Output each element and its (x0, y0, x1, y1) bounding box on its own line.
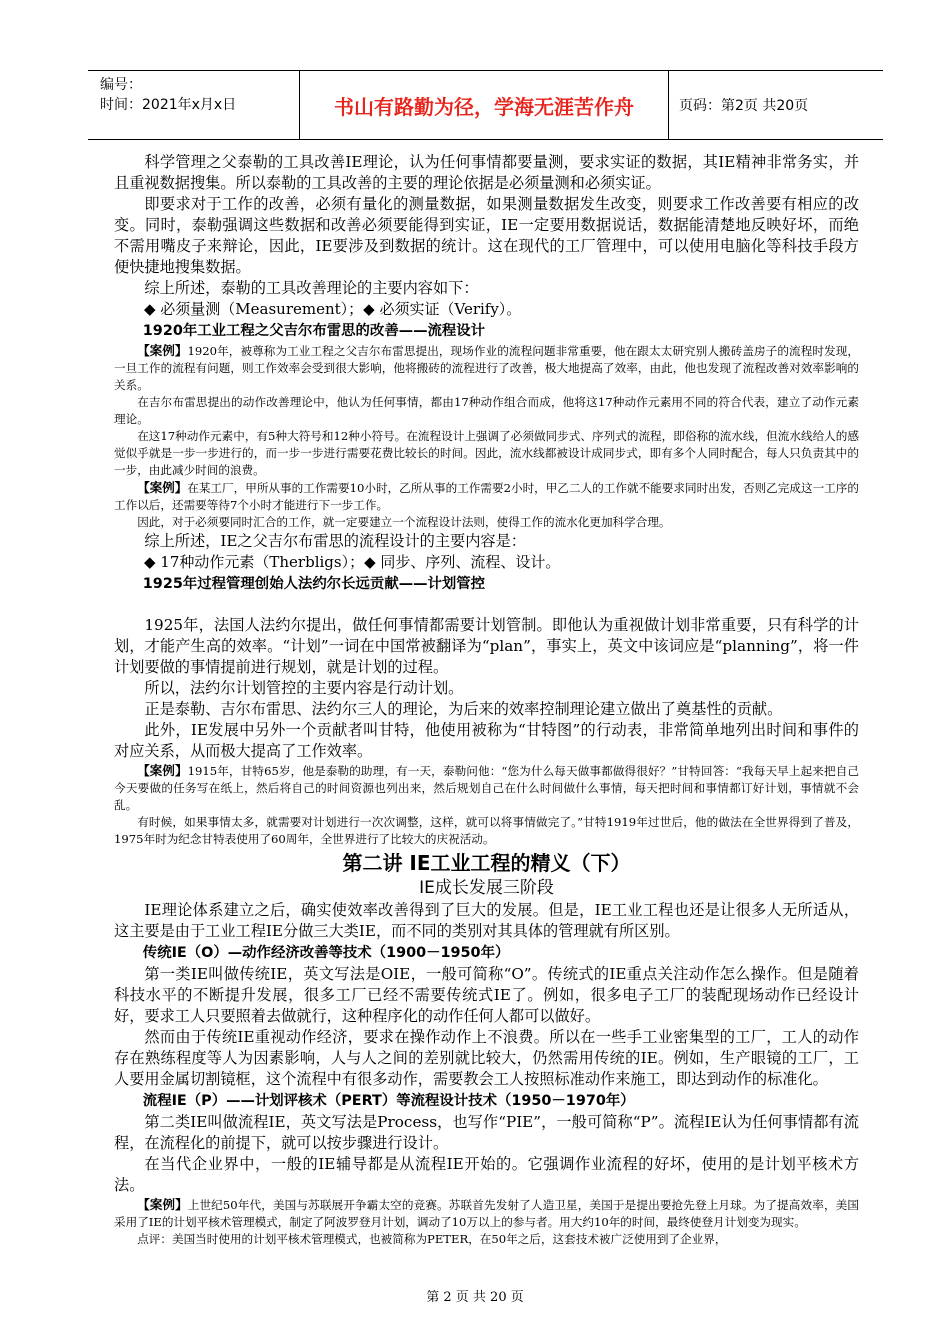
section-heading: 1925年过程管理创始人法约尔长远贡献——计划管控 (142, 576, 486, 592)
paragraph: 在当代企业界中，一般的IE辅导都是从流程IE开始的。它强调作业流程的好坏，使用的是计划平核术方法。 (114, 1155, 859, 1194)
document-time: 时间：2021年x月x日 (100, 97, 237, 113)
section-heading: 1920年工业工程之父吉尔布雷思的改善——流程设计 (142, 323, 486, 339)
case-tag: 【案例】 (137, 1197, 188, 1212)
paragraph: 然而由于传统IE重视动作经济，要求在操作动作上不浪费。所以在一些手工业密集型的工厂，工人的动作存在熟练程度等人为因素影响，人与人之间的差别就比较大，仍然需用传统的IE。例如，生产眼镜的工厂，工人要用金属切割镜框，这个流程中有很多动作，需要教会工人按照标准动作来施工，即达到动作的标准化。 (114, 1028, 859, 1088)
paragraph: 此外，IE发展中另外一个贡献者叫甘特，他使用被称为“甘特图”的行动表，非常简单地列出时间和事件的对应关系，从而极大提高了工作效率。 (114, 721, 859, 760)
case-text: 1915年，甘特65岁，他是泰勒的助理，有一天，泰勒问他：“您为什么每天做事都做得很好？”甘特回答：“我每天早上起来把自己今天要做的任务写在纸上，然后将自己的时间资源也列出来，然后规划自己在什么时间做什么事情，每天把时间和事情都订好计划，事情就不会乱。 (114, 764, 859, 812)
case-paragraph (114, 1196, 859, 1231)
paragraph: 所以，法约尔计划管控的主要内容是行动计划。 (144, 679, 464, 697)
paragraph: 综上所述，IE之父吉尔布雷思的流程设计的主要内容是： (144, 532, 526, 550)
case-text: 上世纪50年代，美国与苏联展开争霸太空的竞赛。苏联首先发射了人造卫星，美国于是提出要抢先登上月球。为了提高效率，美国采用了IE的计划平核术管理模式，制定了阿波罗登月计划，调动了10万以上的参与者。用大约10年的时间，最终使登月计划变为现实。 (114, 1198, 859, 1229)
document-body (114, 152, 859, 1248)
paragraph: 即要求对于工作的改善，必须有量化的测量数据，如果测量数据发生改变，则要求工作改善要有相应的改变。同时，泰勒强调这些数据和改善必须要能得到实证，IE一定要用数据说话，数据能清楚地反映好坏，而绝不需用嘴皮子来辩论，因此，IE要涉及到数据的统计。这在现代的工厂管理中，可以使用电脑化等科技手段方便快捷地搜集数据。 (114, 195, 859, 276)
paragraph: 综上所述，泰勒的工具改善理论的主要内容如下： (144, 279, 479, 297)
case-paragraph (114, 479, 859, 514)
case-paragraph: 有时候，如果事情太多，就需要对计划进行一次次调整，这样，就可以将事情做完了。”甘特1919年过世后，他的做法在全世界得到了普及，1975年时为纪念甘特表使用了60周年，全世界进行了比较大的庆祝活动。 (114, 815, 859, 846)
case-paragraph (114, 762, 859, 814)
case-tag: 【案例】 (137, 343, 188, 358)
bullet-line: ◆ 必须量测（Measurement）；◆ 必须实证（Verify）。 (144, 300, 522, 318)
case-paragraph: 在这17种动作元素中，有5种大符号和12种小符号。在流程设计上强调了必须做同步式、序列式的流程，即俗称的流水线，但流水线给人的感觉似乎就是一步一步进行的，而一步一步进行需要花费比较长的时间。因此，流水线都被设计成同步式，即有多个人同时配合，每人只负责其中的一步，由此减少时间的浪费。 (114, 429, 859, 477)
case-paragraph: 因此，对于必须要同时汇合的工作，就一定要建立一个流程设计法则，使得工作的流水化更加科学合理。 (137, 515, 671, 529)
paragraph: IE理论体系建立之后，确实使效率改善得到了巨大的发展。但是，IE工业工程也还是让很多人无所适从，这主要是由于工业工程IE分做三大类IE，而不同的类别对其具体的管理就有所区别。 (114, 901, 859, 940)
header-meta (88, 71, 300, 139)
case-paragraph: 在吉尔布雷思提出的动作改善理论中，他认为任何事情，都由17种动作组合而成，他将这17种动作元素用不同的符合代表，建立了动作元素理论。 (114, 395, 859, 426)
case-tag: 【案例】 (137, 763, 188, 778)
page-footer: 第 2 页 共 20 页 (426, 1290, 524, 1305)
case-paragraph: 点评：美国当时使用的计划平核术管理模式，也被简称为PETER，在50年之后，这套技术被广泛使用到了企业界， (137, 1232, 727, 1246)
page-header (88, 70, 883, 140)
paragraph: 1925年，法国人法约尔提出，做任何事情都需要计划管制。即他认为重视做计划非常重要，只有科学的计划，才能产生高的效率。“计划”一词在中国常被翻译为“plan”，事实上，英文中该词应是“planning”，将一件计划要做的事情提前进行规划，就是计划的过程。 (114, 616, 859, 676)
paragraph: 第一类IE叫做传统IE，英文写法是OIE，一般可简称“O”。传统式的IE重点关注动作怎么操作。但是随着科技水平的不断提升发展，很多工厂已经不需要传统式IE了。例如，很多电子工厂的装配现场动作已经设计好，要求工人只要照着去做就行，这种程序化的动作任何人都可以做好。 (114, 965, 859, 1025)
section-heading: 传统IE（O）—动作经济改善等技术（1900－1950年） (142, 945, 510, 961)
case-paragraph (114, 342, 859, 394)
case-text: 在某工厂，甲所从事的工作需要10小时，乙所从事的工作需要2小时，甲乙二人的工作就不能要求同时出发，否则乙完成这一工序的工作以后，还需要等待7个小时才能进行下一步工作。 (114, 481, 859, 512)
case-tag: 【案例】 (137, 480, 188, 495)
header-motto: 书山有路勤为径，学海无涯苦作舟 (300, 71, 669, 139)
header-page-number: 页码：第2页 共20页 (679, 98, 809, 114)
spacer (114, 595, 859, 615)
document-number: 编号： (100, 77, 142, 93)
bullet-line: ◆ 17种动作元素（Therbligs）；◆ 同步、序列、流程、设计。 (144, 553, 561, 571)
lecture-subtitle: IE成长发展三阶段 (419, 878, 554, 898)
paragraph: 第二类IE叫做流程IE，英文写法是Process，也写作“PIE”，一般可简称“P”。流程IE认为任何事情都有流程，在流程化的前提下，就可以按步骤进行设计。 (114, 1113, 859, 1152)
paragraph: 正是泰勒、吉尔布雷思、法约尔三人的理论，为后来的效率控制理论建立做出了奠基性的贡献。 (144, 700, 783, 718)
lecture-title: 第二讲 IE工业工程的精义（下） (342, 851, 631, 875)
paragraph: 科学管理之父泰勒的工具改善IE理论，认为任何事情都要量测，要求实证的数据，其IE精神非常务实，并且重视数据搜集。所以泰勒的工具改善的主要的理论依据是必须量测和必须实证。 (114, 153, 859, 192)
section-heading: 流程IE（P）——计划评核术（PERT）等流程设计技术（1950－1970年） (142, 1093, 635, 1109)
case-text: 1920年，被尊称为工业工程之父吉尔布雷思提出，现场作业的流程问题非常重要，他在跟太太研究别人搬砖盖房子的流程时发现，一旦工作的流程有问题，则工作效率会受到很大影响，他将搬砖的流程进行了改善，极大地提高了效率，由此，他也发现了流程改善对效率影响的关系。 (114, 344, 859, 392)
